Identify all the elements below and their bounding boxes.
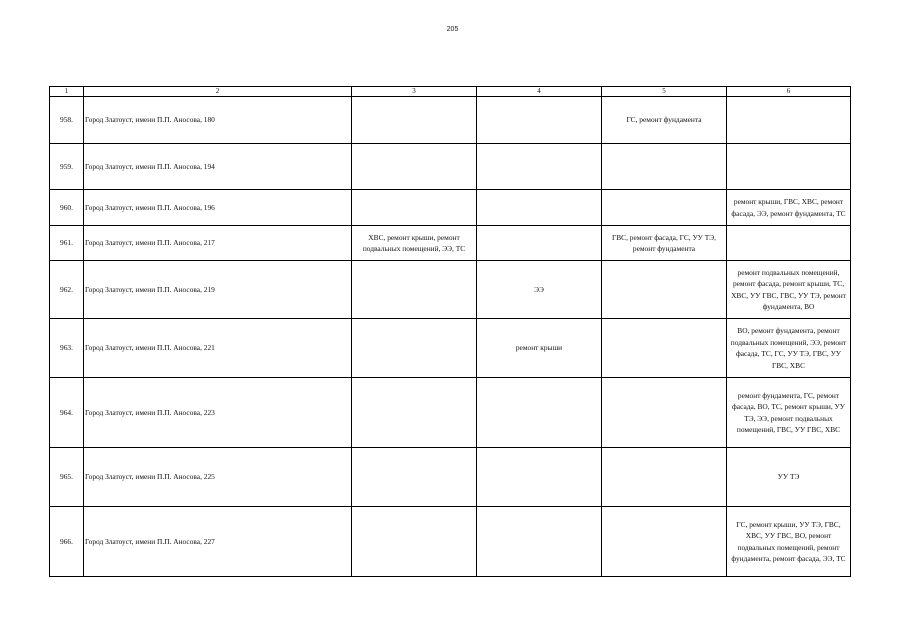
col5-cell xyxy=(602,448,727,507)
col6-cell: ремонт крыши, ГВС, ХВС, ремонт фасада, ЭЭ, ремонт фундамента, ТС xyxy=(727,190,851,226)
row-number: 961. xyxy=(50,226,84,261)
address-cell: Город Златоуст, имени П.П. Аносова, 180 xyxy=(84,97,352,144)
col6-cell xyxy=(727,144,851,190)
col4-cell xyxy=(477,448,602,507)
row-number: 962. xyxy=(50,261,84,319)
row-number: 964. xyxy=(50,378,84,448)
col5-cell: ГВС, ремонт фасада, ГС, УУ ТЭ, ремонт фундамента xyxy=(602,226,727,261)
row-number: 963. xyxy=(50,319,84,378)
table-row xyxy=(50,319,851,378)
col3-cell xyxy=(352,319,477,378)
col4-cell xyxy=(477,226,602,261)
header-row xyxy=(50,87,851,97)
row-number: 959. xyxy=(50,144,84,190)
table-row xyxy=(50,507,851,577)
column-header: 6 xyxy=(727,87,851,97)
col4-cell xyxy=(477,190,602,226)
col4-cell xyxy=(477,378,602,448)
col3-cell xyxy=(352,507,477,577)
col4-cell: ремонт крыши xyxy=(477,319,602,378)
col6-cell: УУ ТЭ xyxy=(727,448,851,507)
row-number: 960. xyxy=(50,190,84,226)
col4-cell xyxy=(477,144,602,190)
col4-cell xyxy=(477,97,602,144)
table-row xyxy=(50,97,851,144)
col5-cell xyxy=(602,507,727,577)
table-row xyxy=(50,261,851,319)
address-cell: Город Златоуст, имени П.П. Аносова, 223 xyxy=(84,378,352,448)
col6-cell: ремонт фундамента, ГС, ремонт фасада, ВО, ТС, ремонт крыши, УУ ТЭ, ЭЭ, ремонт подвальных помещений, ГВС, УУ ГВС, ХВС xyxy=(727,378,851,448)
address-cell: Город Златоуст, имени П.П. Аносова, 221 xyxy=(84,319,352,378)
address-cell: Город Златоуст, имени П.П. Аносова, 227 xyxy=(84,507,352,577)
col3-cell xyxy=(352,448,477,507)
table-row xyxy=(50,144,851,190)
col5-cell xyxy=(602,378,727,448)
col3-cell xyxy=(352,97,477,144)
col6-cell xyxy=(727,97,851,144)
registry-table xyxy=(49,86,851,577)
col6-cell: ВО, ремонт фундамента, ремонт подвальных помещений, ЭЭ, ремонт фасада, ТС, ГС, УУ ТЭ, ГВС, УУ ГВС, ХВС xyxy=(727,319,851,378)
col5-cell xyxy=(602,144,727,190)
column-header: 4 xyxy=(477,87,602,97)
col3-cell xyxy=(352,190,477,226)
row-number: 965. xyxy=(50,448,84,507)
row-number: 958. xyxy=(50,97,84,144)
row-number: 966. xyxy=(50,507,84,577)
column-header: 2 xyxy=(84,87,352,97)
col5-cell xyxy=(602,319,727,378)
table-row xyxy=(50,378,851,448)
address-cell: Город Златоуст, имени П.П. Аносова, 225 xyxy=(84,448,352,507)
column-header: 3 xyxy=(352,87,477,97)
col3-cell: ХВС, ремонт крыши, ремонт подвальных помещений, ЭЭ, ТС xyxy=(352,226,477,261)
col4-cell xyxy=(477,507,602,577)
col5-cell xyxy=(602,190,727,226)
col3-cell xyxy=(352,378,477,448)
column-header: 1 xyxy=(50,87,84,97)
column-header: 5 xyxy=(602,87,727,97)
col6-cell: ГС, ремонт крыши, УУ ТЭ, ГВС, ХВС, УУ ГВС, ВО, ремонт подвальных помещений, ремонт фундамента, ремонт фасада, ЭЭ, ТС xyxy=(727,507,851,577)
table-row xyxy=(50,226,851,261)
address-cell: Город Златоуст, имени П.П. Аносова, 196 xyxy=(84,190,352,226)
address-cell: Город Златоуст, имени П.П. Аносова, 219 xyxy=(84,261,352,319)
col3-cell xyxy=(352,144,477,190)
col6-cell xyxy=(727,226,851,261)
col3-cell xyxy=(352,261,477,319)
page-number: 205 xyxy=(446,26,459,33)
table-row xyxy=(50,190,851,226)
address-cell: Город Златоуст, имени П.П. Аносова, 194 xyxy=(84,144,352,190)
address-cell: Город Златоуст, имени П.П. Аносова, 217 xyxy=(84,226,352,261)
col6-cell: ремонт подвальных помещений, ремонт фасада, ремонт крыши, ТС, ХВС, УУ ГВС, ГВС, УУ ТЭ, ремонт фундамента, ВО xyxy=(727,261,851,319)
col5-cell: ГС, ремонт фундамента xyxy=(602,97,727,144)
table-row xyxy=(50,448,851,507)
col4-cell: ЭЭ xyxy=(477,261,602,319)
col5-cell xyxy=(602,261,727,319)
